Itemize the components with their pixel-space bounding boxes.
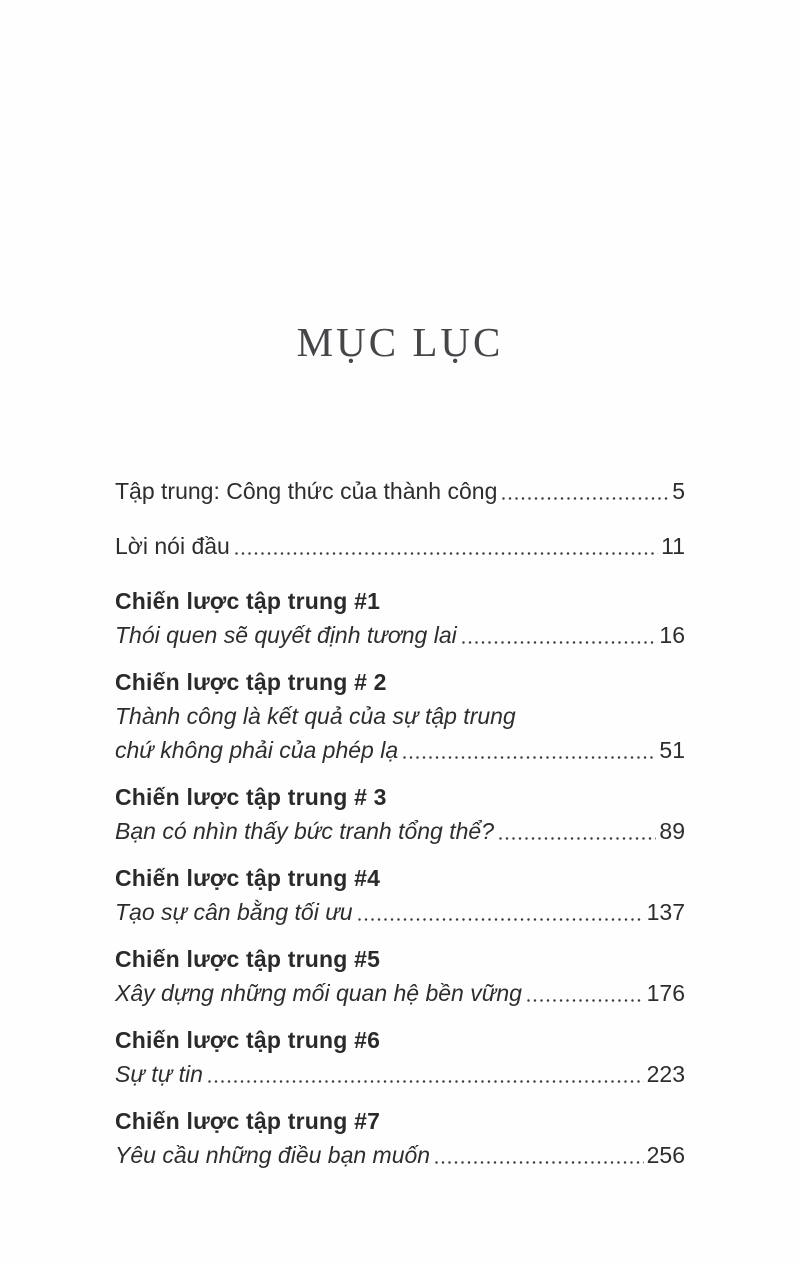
- entry-subtitle: Yêu cầu những điều bạn muốn: [115, 1142, 431, 1168]
- page-number: 16: [659, 622, 685, 648]
- chapter-subtitle-line: [115, 976, 685, 1010]
- dot-leader: [522, 976, 647, 1010]
- entry-subtitle: Bạn có nhìn thấy bức tranh tổng thể?: [115, 818, 495, 844]
- entry-subtitle: chứ không phải của phép lạ: [115, 737, 399, 763]
- entry-subtitle: Xây dựng những mối quan hệ bền vững: [115, 980, 522, 1006]
- entry-subtitle: Sự tự tin: [115, 1061, 203, 1087]
- toc-entry: [115, 1023, 685, 1091]
- chapter-heading: Chiến lược tập trung #4: [115, 865, 381, 891]
- chapter-subtitle-line: [115, 733, 685, 767]
- toc-entry: [115, 665, 685, 767]
- page-title: MỤC LỤC: [296, 319, 504, 365]
- chapter-subtitle-line: [115, 1138, 685, 1172]
- dot-leader: [430, 1138, 647, 1172]
- dot-leader: [494, 814, 659, 848]
- toc-entry: [115, 474, 685, 508]
- entry-subtitle: Thành công là kết quả của sự tập trung: [115, 703, 516, 729]
- chapter-heading: Chiến lược tập trung #5: [115, 946, 381, 972]
- toc-entry: [115, 1104, 685, 1172]
- page-number: 5: [672, 478, 685, 504]
- entry-subtitle: Thói quen sẽ quyết định tương lai: [115, 622, 457, 648]
- page-number: 51: [659, 737, 685, 763]
- dot-leader: [353, 895, 647, 929]
- toc-entry-line: [115, 474, 685, 508]
- dot-leader: [230, 529, 661, 563]
- toc-entry: [115, 861, 685, 929]
- dot-leader: [398, 733, 659, 767]
- page-number: 256: [646, 1142, 685, 1168]
- entry-subtitle: Tạo sự cân bằng tối ưu: [115, 899, 353, 925]
- entry-label: Lời nói đầu: [115, 533, 230, 559]
- chapter-subtitle-line: [115, 1057, 685, 1091]
- page-number: 176: [646, 980, 685, 1006]
- chapter-subtitle-line: [115, 814, 685, 848]
- chapter-heading: Chiến lược tập trung #6: [115, 1027, 381, 1053]
- toc-entry: [115, 942, 685, 1010]
- dot-leader: [203, 1057, 647, 1091]
- toc-entry: [115, 584, 685, 652]
- page-number: 89: [659, 818, 685, 844]
- chapter-subtitle-line: [115, 699, 685, 733]
- chapter-subtitle-line: [115, 618, 685, 652]
- chapter-heading: Chiến lược tập trung #1: [115, 588, 381, 614]
- page-number: 137: [646, 899, 685, 925]
- dot-leader: [497, 474, 672, 508]
- toc-entry-line: [115, 529, 685, 563]
- page-number: 223: [646, 1061, 685, 1087]
- dot-leader: [457, 618, 660, 652]
- chapter-subtitle-line: [115, 895, 685, 929]
- page-number: 11: [661, 533, 685, 559]
- toc-entry: [115, 529, 685, 563]
- chapter-heading: Chiến lược tập trung #7: [115, 1108, 381, 1134]
- chapter-heading: Chiến lược tập trung # 2: [115, 669, 387, 695]
- entry-label: Tập trung: Công thức của thành công: [115, 478, 498, 504]
- toc-entry: [115, 780, 685, 848]
- chapter-heading: Chiến lược tập trung # 3: [115, 784, 387, 810]
